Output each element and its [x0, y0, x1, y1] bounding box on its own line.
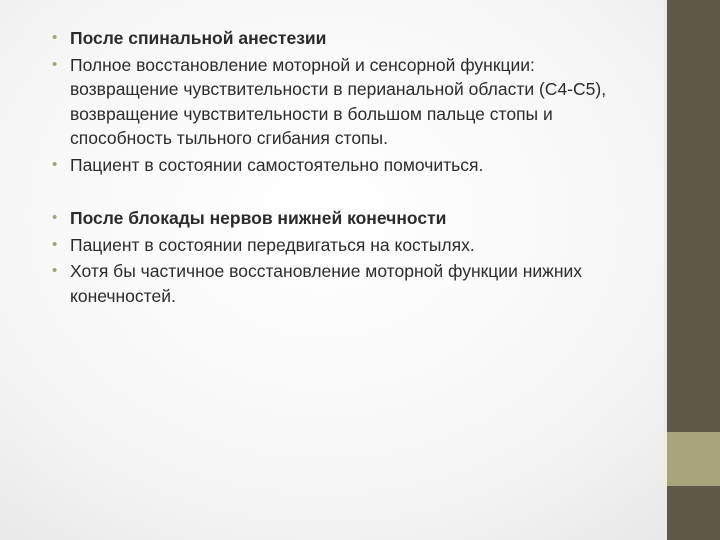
list-item-text: Хотя бы частичное восстановление моторной функции нижних конечностей.: [70, 261, 583, 306]
list-item-spinal-heading: [48, 26, 648, 51]
list-item-text: После блокады нервов нижней конечности: [70, 208, 447, 228]
bullet-icon: •: [52, 235, 58, 253]
section-gap: [48, 179, 648, 206]
bullet-list-nerve-block: [48, 206, 648, 308]
list-item-full-recovery: [48, 53, 648, 151]
list-item-urination: [48, 153, 648, 178]
list-item-motor-recovery: [48, 259, 648, 308]
list-item-text: Пациент в состоянии передвигаться на костылях.: [70, 234, 475, 255]
list-item-text: Полное восстановление моторной и сенсорной функции: возвращение чувствительности в перианальной области (С4-С5), возвращение чувствительности в большом пальце стопы и способность тыльного сгибания стопы.: [70, 54, 607, 148]
list-item-text: После спинальной анестезии: [70, 28, 327, 48]
bullet-list-spinal: [48, 26, 648, 177]
bullet-icon: •: [52, 262, 58, 279]
bullet-icon: •: [52, 155, 58, 173]
list-item-nerve-block-heading: [48, 206, 648, 231]
bullet-icon: •: [52, 55, 58, 73]
list-item-text: Пациент в состоянии самостоятельно помочиться.: [70, 154, 484, 175]
accent-block: [667, 432, 720, 486]
bullet-icon: •: [52, 209, 58, 226]
slide-content: [48, 26, 648, 310]
list-item-crutches: [48, 233, 648, 258]
bullet-icon: •: [52, 29, 58, 46]
